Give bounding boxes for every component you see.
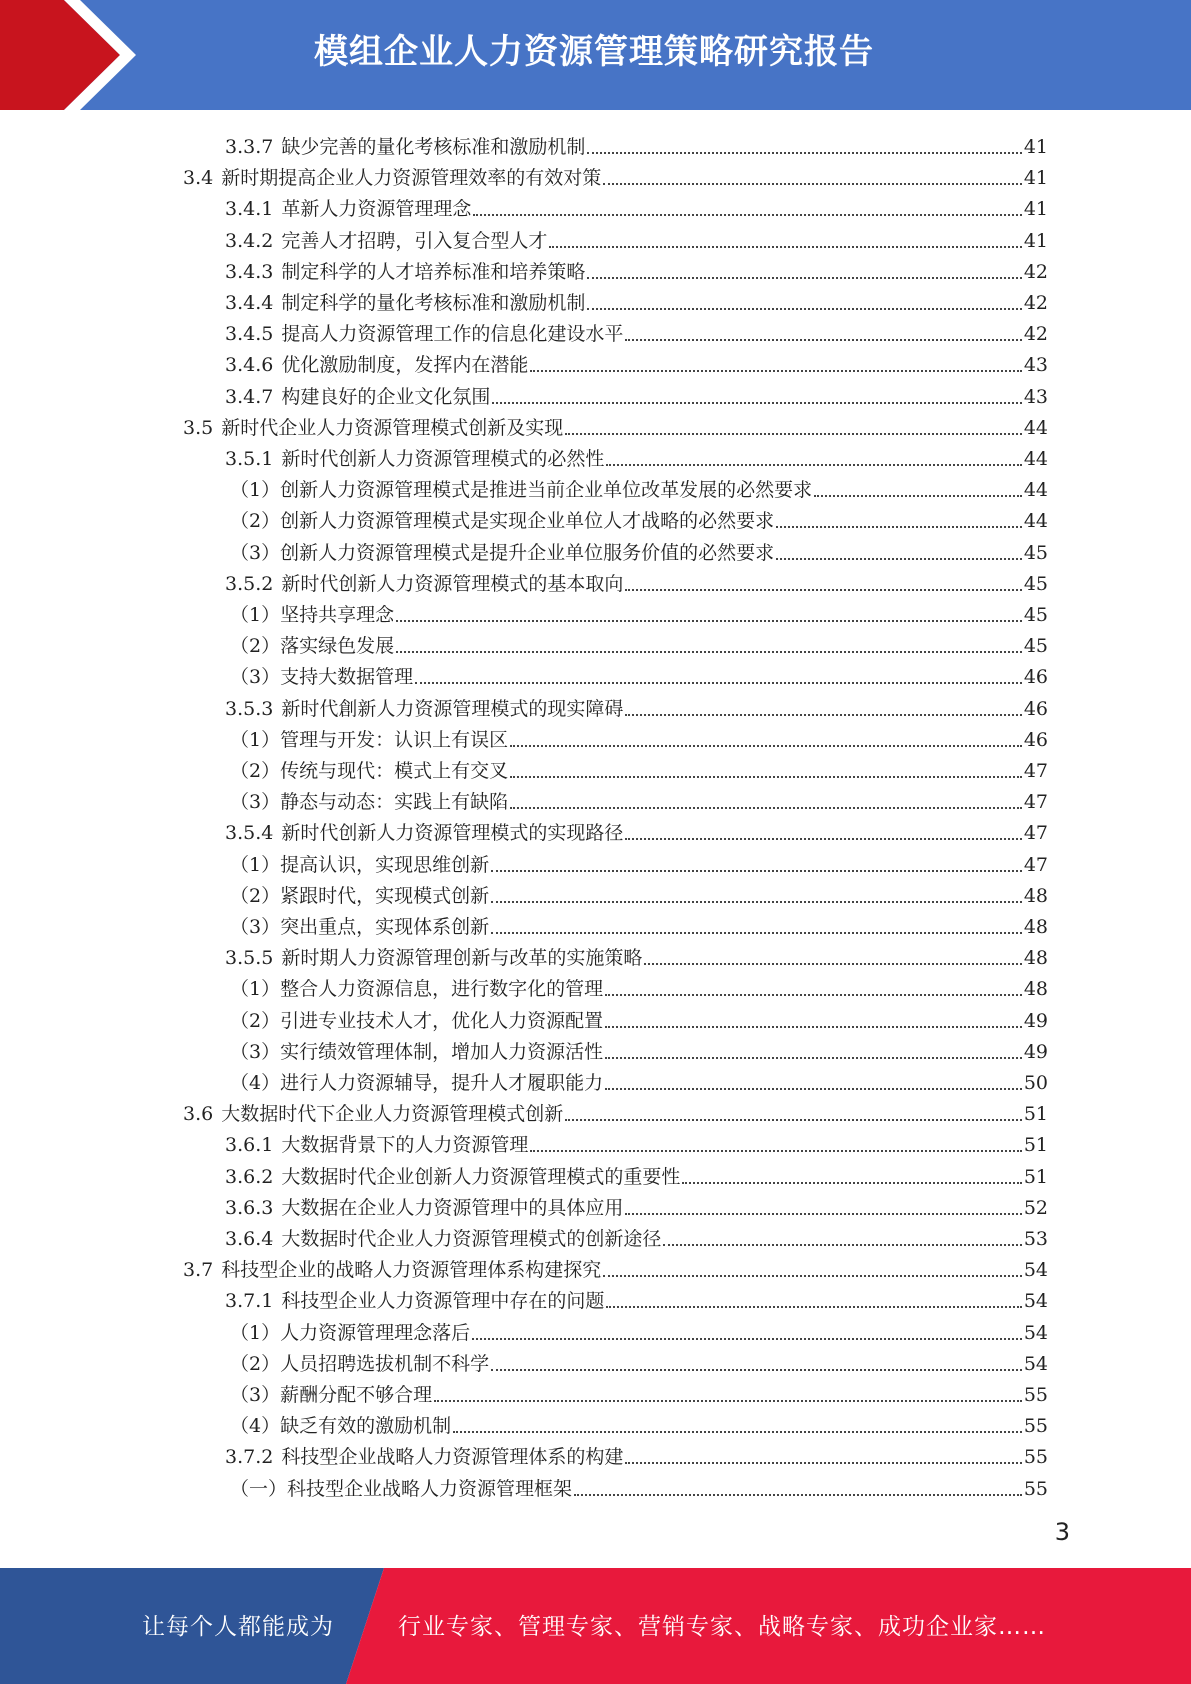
toc-dot-leader — [491, 932, 1022, 934]
toc-entry[interactable] — [225, 315, 1048, 346]
toc-entry-page: 51 — [1023, 1103, 1048, 1126]
toc-dot-leader — [453, 1431, 1022, 1433]
toc-entry-page: 47 — [1023, 853, 1048, 876]
toc-entry[interactable] — [230, 721, 1048, 752]
toc-entry-number: （1） — [230, 604, 281, 626]
toc-entry-page: 46 — [1023, 728, 1048, 751]
toc-entry-title: 新时代创新人力资源管理模式的基本取向 — [281, 572, 624, 595]
toc-entry-page: 50 — [1023, 1072, 1048, 1094]
toc-dot-leader — [510, 807, 1022, 809]
toc-dot-leader — [776, 558, 1022, 560]
toc-entry-page: 49 — [1023, 1009, 1048, 1032]
toc-entry-number: （3） — [230, 541, 281, 564]
toc-entry-number: （2） — [230, 635, 281, 658]
toc-dot-leader — [587, 277, 1021, 279]
toc-entry-number: （3） — [230, 1040, 281, 1063]
toc-entry[interactable] — [230, 752, 1048, 783]
toc-entry-title: 新时代企业人力资源管理模式创新及实现 — [221, 416, 564, 439]
toc-entry-title: 创新人力资源管理模式是提升企业单位服务价值的必然要求 — [280, 541, 775, 564]
toc-entry-title: 薪酬分配不够合理 — [280, 1384, 433, 1406]
toc-entry-page: 48 — [1023, 916, 1048, 938]
toc-entry[interactable] — [230, 627, 1048, 658]
toc-entry-title: 科技型企业战略人力资源管理框架 — [287, 1477, 573, 1500]
toc-entry[interactable] — [230, 502, 1048, 533]
toc-dot-leader — [625, 339, 1021, 341]
toc-entry-page: 44 — [1023, 416, 1048, 439]
toc-entry-page: 41 — [1023, 198, 1048, 221]
toc-entry-page: 45 — [1023, 604, 1048, 626]
toc-entry-title: 静态与动态：实践上有缺陷 — [280, 791, 509, 814]
toc-entry-title: 人力资源管理理念落后 — [280, 1321, 471, 1344]
toc-entry-page: 54 — [1023, 1352, 1048, 1375]
toc-entry-page: 43 — [1023, 385, 1048, 408]
toc-entry-page: 43 — [1023, 354, 1048, 377]
toc-entry-number: 3.7.2 — [225, 1446, 274, 1469]
toc-entry-number: （1） — [230, 479, 281, 502]
toc-dot-leader — [510, 776, 1022, 778]
toc-entry[interactable] — [225, 1189, 1048, 1220]
toc-dot-leader — [492, 402, 1021, 404]
toc-entry-number: 3.3.7 — [225, 136, 274, 158]
toc-entry[interactable] — [225, 346, 1048, 377]
toc-entry-title: 革新人力资源管理理念 — [281, 198, 472, 221]
toc-entry[interactable] — [225, 284, 1048, 315]
toc-entry-page: 48 — [1023, 884, 1048, 907]
toc-entry-page: 49 — [1023, 1040, 1048, 1063]
toc-entry-number: 3.4 — [183, 167, 214, 190]
toc-entry-title: 新时代創新人力资源管理模式的现实障碍 — [281, 697, 624, 720]
toc-dot-leader — [396, 620, 1022, 622]
toc-entry-number: 3.5.4 — [225, 822, 274, 845]
toc-entry[interactable] — [230, 1033, 1048, 1064]
toc-entry-title: 完善人才招聘，引入复合型人才 — [281, 229, 548, 252]
toc-dot-leader — [565, 1119, 1022, 1121]
toc-entry-number: （1） — [230, 1321, 281, 1344]
toc-entry-page: 44 — [1023, 510, 1048, 533]
toc-dot-leader — [472, 1338, 1022, 1340]
toc-entry[interactable] — [230, 1002, 1048, 1033]
page-footer — [0, 1568, 1191, 1684]
toc-entry[interactable] — [230, 846, 1048, 877]
toc-entry-page: 41 — [1023, 136, 1048, 158]
toc-entry[interactable] — [230, 877, 1048, 908]
toc-entry[interactable] — [225, 1158, 1048, 1189]
toc-entry-title: 大数据时代下企业人力资源管理模式创新 — [221, 1103, 564, 1126]
toc-entry-number: （3） — [230, 916, 281, 938]
toc-entry-title: 提高认识，实现思维创新 — [280, 853, 490, 876]
toc-entry[interactable] — [230, 1407, 1048, 1438]
toc-entry-number: 3.5 — [183, 416, 214, 439]
toc-entry[interactable] — [183, 409, 1048, 440]
report-title: 模组企业人力资源管理策略研究报告 — [314, 32, 874, 72]
toc-entry-title: 提高人力资源管理工作的信息化建设水平 — [281, 323, 624, 346]
toc-dot-leader — [587, 152, 1021, 154]
toc-entry-title: 制定科学的量化考核标准和激励机制 — [281, 292, 586, 314]
toc-entry-number: 3.6 — [183, 1103, 214, 1126]
page-header — [0, 0, 1191, 110]
toc-dot-leader — [491, 901, 1022, 903]
toc-dot-leader — [625, 589, 1021, 591]
toc-entry[interactable] — [225, 440, 1048, 471]
toc-entry-number: （2） — [230, 1009, 281, 1032]
toc-entry-page: 55 — [1023, 1415, 1048, 1438]
toc-entry-number: （1） — [230, 728, 281, 751]
toc-entry-page: 41 — [1023, 229, 1048, 252]
toc-dot-leader — [491, 1369, 1022, 1371]
toc-entry-number: （4） — [230, 1072, 281, 1094]
toc-entry-page: 42 — [1023, 323, 1048, 346]
toc-entry[interactable] — [230, 534, 1048, 565]
toc-entry-page: 51 — [1023, 1134, 1048, 1157]
toc-entry-title: 大数据在企业人力资源管理中的具体应用 — [281, 1196, 624, 1219]
toc-dot-leader — [605, 994, 1022, 996]
toc-entry[interactable] — [230, 1345, 1048, 1376]
toc-dot-leader — [605, 1026, 1022, 1028]
toc-entry-title: 创新人力资源管理模式是实现企业单位人才战略的必然要求 — [280, 510, 775, 533]
toc-entry-page: 53 — [1023, 1228, 1048, 1250]
toc-entry-title: 创新人力资源管理模式是推进当前企业单位改革发展的必然要求 — [280, 479, 813, 502]
toc-entry[interactable] — [230, 471, 1048, 502]
toc-entry-number: 3.5.2 — [225, 572, 274, 595]
toc-entry-title: 制定科学的人才培养标准和培养策略 — [281, 260, 586, 283]
toc-entry-title: 科技型企业战略人力资源管理体系的构建 — [281, 1446, 624, 1469]
toc-entry-number: （3） — [230, 666, 281, 689]
toc-entry[interactable] — [183, 1251, 1048, 1282]
toc-entry[interactable] — [230, 1376, 1048, 1407]
toc-dot-leader — [606, 1306, 1021, 1308]
toc-entry-number: 3.4.3 — [225, 260, 274, 283]
toc-entry-title: 大数据时代企业人力资源管理模式的创新途径 — [281, 1228, 662, 1250]
toc-entry-number: 3.4.2 — [225, 229, 274, 252]
toc-entry-page: 46 — [1023, 666, 1048, 689]
toc-entry[interactable] — [225, 814, 1048, 845]
toc-entry-title: 新时代创新人力资源管理模式的实现路径 — [281, 822, 624, 845]
toc-entry-page: 47 — [1023, 760, 1048, 782]
toc-entry-page: 55 — [1023, 1477, 1048, 1500]
toc-entry-number: （4） — [230, 1415, 281, 1438]
toc-dot-leader — [530, 1150, 1021, 1152]
toc-entry-title: 构建良好的企业文化氛围 — [281, 385, 491, 408]
toc-dot-leader — [530, 370, 1021, 372]
toc-entry-page: 48 — [1023, 947, 1048, 970]
toc-entry-number: （2） — [230, 1352, 281, 1375]
toc-entry-title: 传统与现代：模式上有交叉 — [280, 760, 509, 782]
toc-entry-number: 3.4.6 — [225, 354, 274, 377]
toc-entry[interactable] — [225, 128, 1048, 159]
toc-dot-leader — [603, 183, 1022, 185]
toc-entry-page: 51 — [1023, 1165, 1048, 1188]
toc-dot-leader — [491, 870, 1022, 872]
toc-entry-title: 新时期人力资源管理创新与改革的实施策略 — [281, 947, 643, 970]
toc-entry-page: 45 — [1023, 635, 1048, 658]
toc-entry-number: （一） — [230, 1477, 288, 1500]
toc-entry-title: 优化激励制度，发挥内在潜能 — [281, 354, 529, 377]
toc-entry-number: 3.6.3 — [225, 1196, 274, 1219]
toc-dot-leader — [605, 1088, 1022, 1090]
toc-entry-page: 45 — [1023, 541, 1048, 564]
toc-dot-leader — [396, 651, 1022, 653]
toc-entry[interactable] — [230, 1470, 1048, 1501]
toc-entry[interactable] — [230, 596, 1048, 627]
toc-entry-number: 3.7 — [183, 1259, 214, 1282]
toc-dot-leader — [510, 745, 1022, 747]
toc-entry-title: 引进专业技术人才，优化人力资源配置 — [280, 1009, 604, 1032]
toc-entry-title: 人员招聘选拔机制不科学 — [280, 1352, 490, 1375]
toc-entry-number: 3.4.1 — [225, 198, 274, 221]
toc-entry[interactable] — [183, 1095, 1048, 1126]
toc-dot-leader — [776, 526, 1022, 528]
toc-entry-number: （1） — [230, 853, 281, 876]
toc-entry-title: 进行人力资源辅导，提升人才履职能力 — [280, 1072, 604, 1094]
toc-entry-number: （1） — [230, 978, 281, 1001]
toc-entry-number: （2） — [230, 884, 281, 907]
toc-entry-title: 整合人力资源信息，进行数字化的管理 — [280, 978, 604, 1001]
toc-entry[interactable] — [225, 1220, 1048, 1251]
toc-entry-page: 55 — [1023, 1384, 1048, 1406]
toc-dot-leader — [625, 714, 1021, 716]
toc-entry-number: 3.6.2 — [225, 1165, 274, 1188]
toc-entry-page: 41 — [1023, 167, 1048, 190]
toc-dot-leader — [682, 1182, 1021, 1184]
toc-entry-title: 落实绿色发展 — [280, 635, 395, 658]
footer-slogan-left: 让每个人都能成为 — [142, 1614, 334, 1640]
toc-entry-number: 3.5.3 — [225, 697, 274, 720]
toc-entry-title: 紧跟时代，实现模式创新 — [280, 884, 490, 907]
toc-entry[interactable] — [183, 159, 1048, 190]
toc-dot-leader — [663, 1244, 1021, 1246]
toc-entry[interactable] — [225, 1438, 1048, 1469]
toc-dot-leader — [625, 1462, 1021, 1464]
toc-dot-leader — [415, 682, 1022, 684]
toc-entry[interactable] — [230, 970, 1048, 1001]
toc-dot-leader — [434, 1400, 1022, 1402]
toc-entry-title: 管理与开发：认识上有误区 — [280, 728, 509, 751]
toc-entry-title: 大数据背景下的人力资源管理 — [281, 1134, 529, 1157]
toc-entry-number: 3.4.7 — [225, 385, 274, 408]
toc-entry-number: 3.4.4 — [225, 292, 274, 314]
toc-entry[interactable] — [230, 783, 1048, 814]
toc-entry-page: 55 — [1023, 1446, 1048, 1469]
toc-dot-leader — [565, 433, 1022, 435]
toc-entry[interactable] — [230, 1064, 1048, 1095]
toc-entry-title: 新时期提高企业人力资源管理效率的有效对策 — [221, 167, 602, 190]
toc-entry[interactable] — [225, 939, 1048, 970]
toc-entry[interactable] — [225, 1282, 1048, 1313]
toc-dot-leader — [625, 1213, 1021, 1215]
toc-entry-title: 大数据时代企业创新人力资源管理模式的重要性 — [281, 1165, 681, 1188]
footer-slogan-right: 行业专家、管理专家、营销专家、战略专家、成功企业家…… — [398, 1614, 1046, 1640]
toc-entry-number: 3.7.1 — [225, 1290, 274, 1313]
toc-entry-number: 3.6.4 — [225, 1228, 274, 1250]
toc-entry-number: （3） — [230, 791, 281, 814]
toc-entry[interactable] — [225, 222, 1048, 253]
toc-entry-title: 实行绩效管理体制，增加人力资源活性 — [280, 1040, 604, 1063]
toc-entry[interactable] — [225, 378, 1048, 409]
toc-entry[interactable] — [230, 908, 1048, 939]
toc-entry-page: 54 — [1023, 1290, 1048, 1313]
toc-entry-number: （2） — [230, 510, 281, 533]
toc-entry-title: 缺少完善的量化考核标准和激励机制 — [281, 136, 586, 158]
toc-entry[interactable] — [230, 1314, 1048, 1345]
toc-dot-leader — [814, 495, 1022, 497]
toc-entry-title: 科技型企业的战略人力资源管理体系构建探究 — [221, 1259, 602, 1282]
toc-entry[interactable] — [225, 690, 1048, 721]
toc-entry-number: 3.5.5 — [225, 947, 274, 970]
toc-entry-page: 52 — [1023, 1196, 1048, 1219]
toc-dot-leader — [605, 1057, 1022, 1059]
toc-entry-number: （2） — [230, 760, 281, 782]
toc-dot-leader — [473, 214, 1021, 216]
toc-entry-title: 支持大数据管理 — [280, 666, 414, 689]
toc-entry-page: 48 — [1023, 978, 1048, 1001]
toc-dot-leader — [603, 1275, 1022, 1277]
toc-entry-page: 44 — [1023, 448, 1048, 470]
page-number: 3 — [1054, 1518, 1070, 1546]
toc-dot-leader — [625, 838, 1021, 840]
toc-entry-title: 突出重点，实现体系创新 — [280, 916, 490, 938]
toc-entry[interactable] — [230, 658, 1048, 689]
toc-entry[interactable] — [225, 1126, 1048, 1157]
toc-entry-number: 3.5.1 — [225, 448, 274, 470]
toc-entry-title: 新时代创新人力资源管理模式的必然性 — [281, 448, 605, 470]
toc-entry-page: 46 — [1023, 697, 1048, 720]
toc-dot-leader — [574, 1494, 1022, 1496]
toc-dot-leader — [587, 308, 1021, 310]
toc-entry-number: 3.4.5 — [225, 323, 274, 346]
toc-entry-page: 47 — [1023, 791, 1048, 814]
toc-entry-page: 42 — [1023, 292, 1048, 314]
toc-entry-number: 3.6.1 — [225, 1134, 274, 1157]
toc-entry-page: 45 — [1023, 572, 1048, 595]
toc-entry[interactable] — [225, 253, 1048, 284]
toc-entry-page: 54 — [1023, 1259, 1048, 1282]
toc-entry-page: 44 — [1023, 479, 1048, 502]
toc-entry[interactable] — [225, 565, 1048, 596]
toc-entry-title: 缺乏有效的激励机制 — [280, 1415, 452, 1438]
toc-entry-page: 42 — [1023, 260, 1048, 283]
toc-dot-leader — [606, 464, 1021, 466]
toc-entry[interactable] — [225, 190, 1048, 221]
toc-entry-page: 47 — [1023, 822, 1048, 845]
toc-entry-page: 54 — [1023, 1321, 1048, 1344]
toc-dot-leader — [549, 246, 1021, 248]
toc-dot-leader — [644, 963, 1021, 965]
header-red-chevron — [0, 0, 120, 110]
toc-entry-title: 坚持共享理念 — [280, 604, 395, 626]
toc-entry-number: （3） — [230, 1384, 281, 1406]
toc-entry-title: 科技型企业人力资源管理中存在的问题 — [281, 1290, 605, 1313]
